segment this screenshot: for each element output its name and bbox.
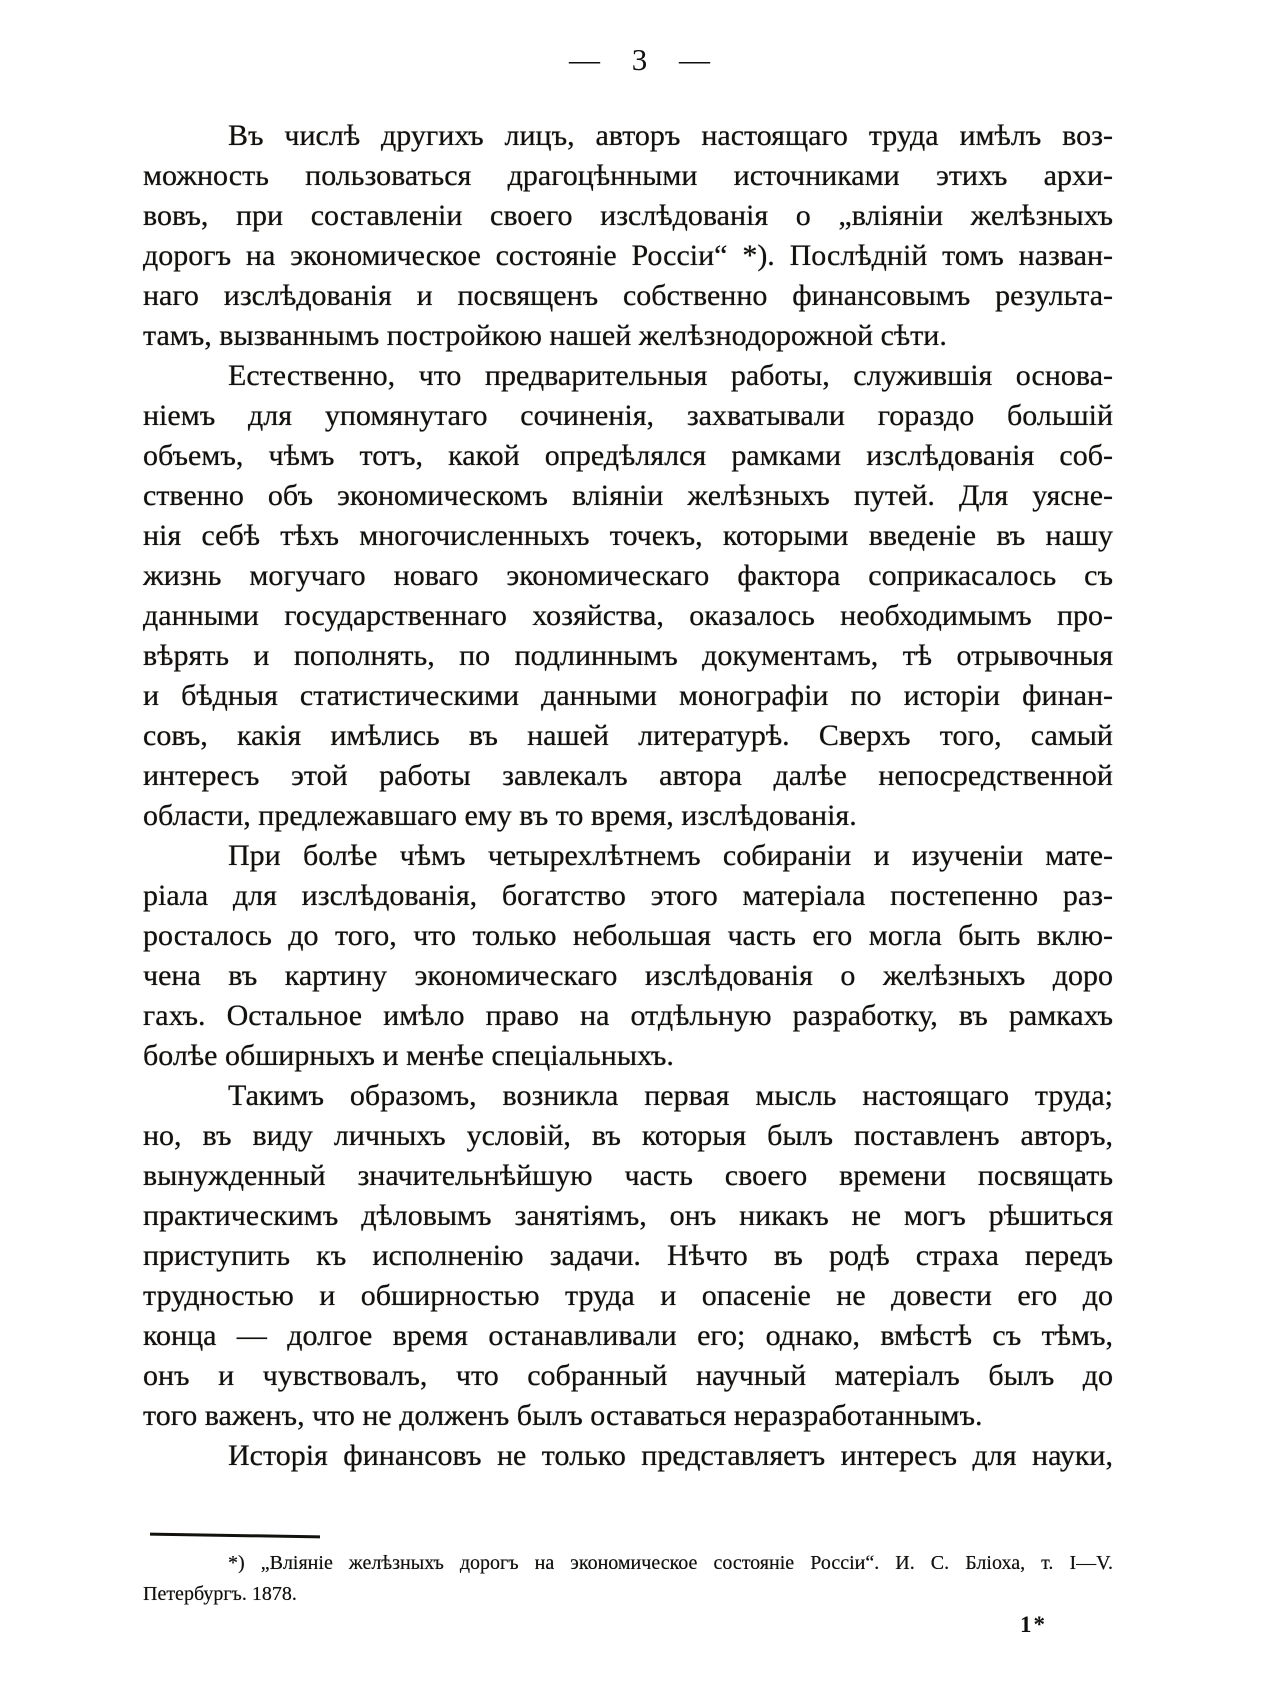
text-line: тамъ, вызваннымъ постройкою нашей желѣзнодорожной сѣти. xyxy=(143,319,947,352)
text-line: онъ и чувствовалъ, что собранный научный матеріалъ былъ до xyxy=(143,1359,1113,1392)
text-line: росталось до того, что только небольшая часть его могла быть вклю- xyxy=(143,919,1113,952)
text-line: но, въ виду личныхъ условій, въ которыя былъ поставленъ авторъ, xyxy=(143,1119,1113,1152)
text-line: наго изслѣдованія и посвященъ собственно финансовымъ результа- xyxy=(143,279,1113,312)
text-line: *) „Вліяніе желѣзныхъ дорогъ на экономическое состояніе Россіи“. И. С. Бліоха, т. I—V. xyxy=(228,1552,1113,1574)
text-line: чена въ картину экономическаго изслѣдованія о желѣзныхъ доро xyxy=(143,959,1113,992)
footnote xyxy=(143,1548,1113,1610)
text-line: вынужденный значительнѣйшую часть своего времени посвящать xyxy=(143,1159,1113,1192)
text-line: интересъ этой работы завлекалъ автора далѣе непосредственной xyxy=(143,759,1113,792)
text-line: конца — долгое время останавливали его; однако, вмѣстѣ съ тѣмъ, xyxy=(143,1319,1113,1352)
text-line: того важенъ, что не долженъ былъ оставаться неразработаннымъ. xyxy=(143,1399,983,1432)
text-line: ріала для изслѣдованія, богатство этого матеріала постепенно раз- xyxy=(143,879,1113,912)
text-line: дорогъ на экономическое состояніе Россіи“ *). Послѣдній томъ назван- xyxy=(143,239,1113,272)
text-line: ніемъ для упомянутаго сочиненія, захватывали гораздо большій xyxy=(143,399,1113,432)
text-line: совъ, какія имѣлись въ нашей литературѣ. Сверхъ того, самый xyxy=(143,719,1113,752)
text-line: гахъ. Остальное имѣло право на отдѣльную разработку, въ рамкахъ xyxy=(143,999,1113,1032)
signature-mark: 1* xyxy=(1020,1612,1047,1637)
text-line: ственно объ экономическомъ вліяніи желѣзныхъ путей. Для уясне- xyxy=(143,479,1113,512)
text-line: Исторія финансовъ не только представляетъ интересъ для науки, xyxy=(228,1439,1113,1472)
text-line: болѣе обширныхъ и менѣе спеціальныхъ. xyxy=(143,1039,674,1072)
text-line: можность пользоваться драгоцѣнными источниками этихъ архи- xyxy=(143,159,1113,192)
page-number-header: — 3 — xyxy=(569,42,711,77)
text-line: вовъ, при составленіи своего изслѣдованія о „вліяніи желѣзныхъ xyxy=(143,199,1113,232)
text-line: данными государственнаго хозяйства, оказалось необходимымъ про- xyxy=(143,599,1113,632)
text-line: Такимъ образомъ, возникла первая мысль настоящаго труда; xyxy=(228,1079,1113,1112)
text-line: трудностью и обширностью труда и опасеніе не довести его до xyxy=(143,1279,1113,1312)
text-line: и бѣдныя статистическими данными монографіи по исторіи финан- xyxy=(143,679,1113,712)
text-line: жизнь могучаго новаго экономическаго фактора соприкасалось съ xyxy=(143,559,1113,592)
text-line: объемъ, чѣмъ тотъ, какой опредѣлялся рамками изслѣдованія соб- xyxy=(143,439,1113,472)
body-text xyxy=(143,116,1113,1476)
text-line: Петербургъ. 1878. xyxy=(143,1583,297,1605)
text-line: При болѣе чѣмъ четырехлѣтнемъ собираніи и изученіи мате- xyxy=(228,839,1113,872)
text-line: практическимъ дѣловымъ занятіямъ, онъ никакъ не могъ рѣшиться xyxy=(143,1199,1113,1232)
text-line: области, предлежавшаго ему въ то время, изслѣдованія. xyxy=(143,799,857,832)
text-line: вѣрять и пополнять, по подлиннымъ документамъ, тѣ отрывочныя xyxy=(143,639,1113,672)
text-line: Въ числѣ другихъ лицъ, авторъ настоящаго труда имѣлъ воз- xyxy=(228,119,1113,152)
footnote-separator xyxy=(150,1533,320,1539)
text-line: нія себѣ тѣхъ многочисленныхъ точекъ, которыми введеніе въ нашу xyxy=(143,519,1113,552)
text-line: приступить къ исполненію задачи. Нѣчто въ родѣ страха передъ xyxy=(143,1239,1113,1272)
text-line: Естественно, что предварительныя работы, служившія основа- xyxy=(228,359,1113,392)
